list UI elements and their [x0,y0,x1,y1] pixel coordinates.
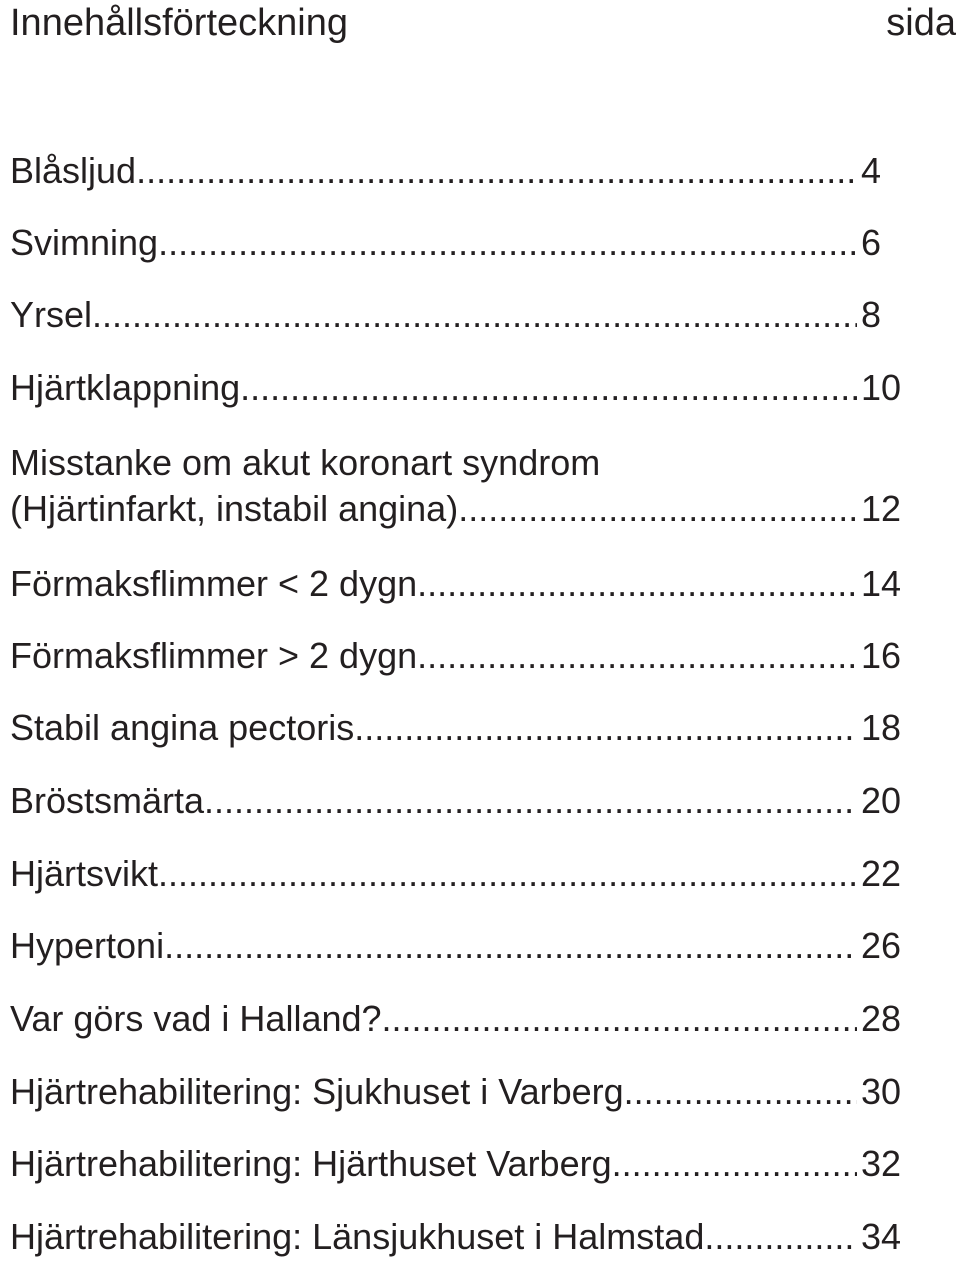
toc-title: Innehållsförteckning [10,2,348,44]
toc-entry-hypertoni[interactable] [10,923,908,969]
dot-leader [624,1069,857,1115]
toc-entry-formaksflimmer-over-2-dygn[interactable] [10,633,908,679]
toc-entry-page: 26 [861,925,902,966]
dot-leader [164,923,857,969]
toc-entry-blasljud[interactable] [10,148,908,194]
toc-entry-title: Förmaksflimmer > 2 dygn [10,635,418,676]
toc-entry-title: Bröstsmärta [10,780,205,821]
toc-entry-svimning[interactable] [10,220,908,266]
toc-entry-hjartrehab-lansjukhuset-halmstad[interactable] [10,1214,908,1260]
dot-leader [382,996,857,1042]
toc-entry-title: Hjärtrehabilitering: Länsjukhuset i Halmstad [10,1216,705,1257]
page-column-label: sida [886,2,956,44]
table-of-contents [10,0,908,1265]
dot-leader [158,851,857,897]
toc-entry-yrsel[interactable] [10,292,908,338]
toc-entry-brostsmarta[interactable] [10,778,908,824]
toc-entry-title: Svimning [10,222,159,263]
toc-entry-page: 34 [861,1216,902,1257]
toc-entry-page: 12 [861,488,902,529]
toc-entry-title: Hjärtrehabilitering: Sjukhuset i Varberg [10,1071,624,1112]
toc-entry-title: Förmaksflimmer < 2 dygn [10,563,418,604]
toc-entry-hjartrehab-sjukhuset-varberg[interactable] [10,1069,908,1115]
toc-entry-title: Stabil angina pectoris [10,707,355,748]
toc-entry-page: 28 [861,998,902,1039]
dot-leader [92,292,857,338]
toc-entry-formaksflimmer-under-2-dygn[interactable] [10,561,908,607]
dot-leader [704,1214,857,1260]
toc-entry-page: 22 [861,853,902,894]
toc-entry-title: Hypertoni [10,925,165,966]
toc-entry-page: 8 [861,294,882,335]
toc-entry-page: 14 [861,563,902,604]
dot-leader [158,220,857,266]
dot-leader [136,148,857,194]
toc-entry-akut-koronart-syndrom[interactable] [10,440,908,532]
toc-entry-page: 10 [861,367,902,408]
toc-entry-page: 4 [861,150,882,191]
toc-entry-title: Var görs vad i Halland? [10,998,382,1039]
dot-leader [240,365,857,411]
dot-leader [204,778,857,824]
toc-entry-var-gors-vad-i-halland[interactable] [10,996,908,1042]
toc-entry-title-line1: Misstanke om akut koronart syndrom [10,442,601,483]
dot-leader [417,561,857,607]
toc-entry-page: 16 [861,635,902,676]
toc-entry-stabil-angina-pectoris[interactable] [10,705,908,751]
dot-leader [417,633,857,679]
toc-entry-title: Yrsel [10,294,93,335]
toc-entry-page: 30 [861,1071,902,1112]
toc-entry-title: (Hjärtinfarkt, instabil angina) [10,488,459,529]
toc-entry-page: 18 [861,707,902,748]
dot-leader [612,1141,857,1187]
toc-entry-title: Hjärtrehabilitering: Hjärthuset Varberg [10,1143,612,1184]
toc-entry-page: 6 [861,222,882,263]
dot-leader [354,705,857,751]
toc-entry-hjartrehab-hjarthuset-varberg[interactable] [10,1141,908,1187]
toc-entry-title: Hjärtklappning [10,367,241,408]
dot-leader [458,486,857,532]
toc-entry-title: Blåsljud [10,150,137,191]
toc-entry-hjartklappning[interactable] [10,365,908,411]
toc-entry-page: 20 [861,780,902,821]
toc-entry-hjartsvikt[interactable] [10,851,908,897]
toc-entry-title: Hjärtsvikt [10,853,159,894]
toc-entry-page: 32 [861,1143,902,1184]
